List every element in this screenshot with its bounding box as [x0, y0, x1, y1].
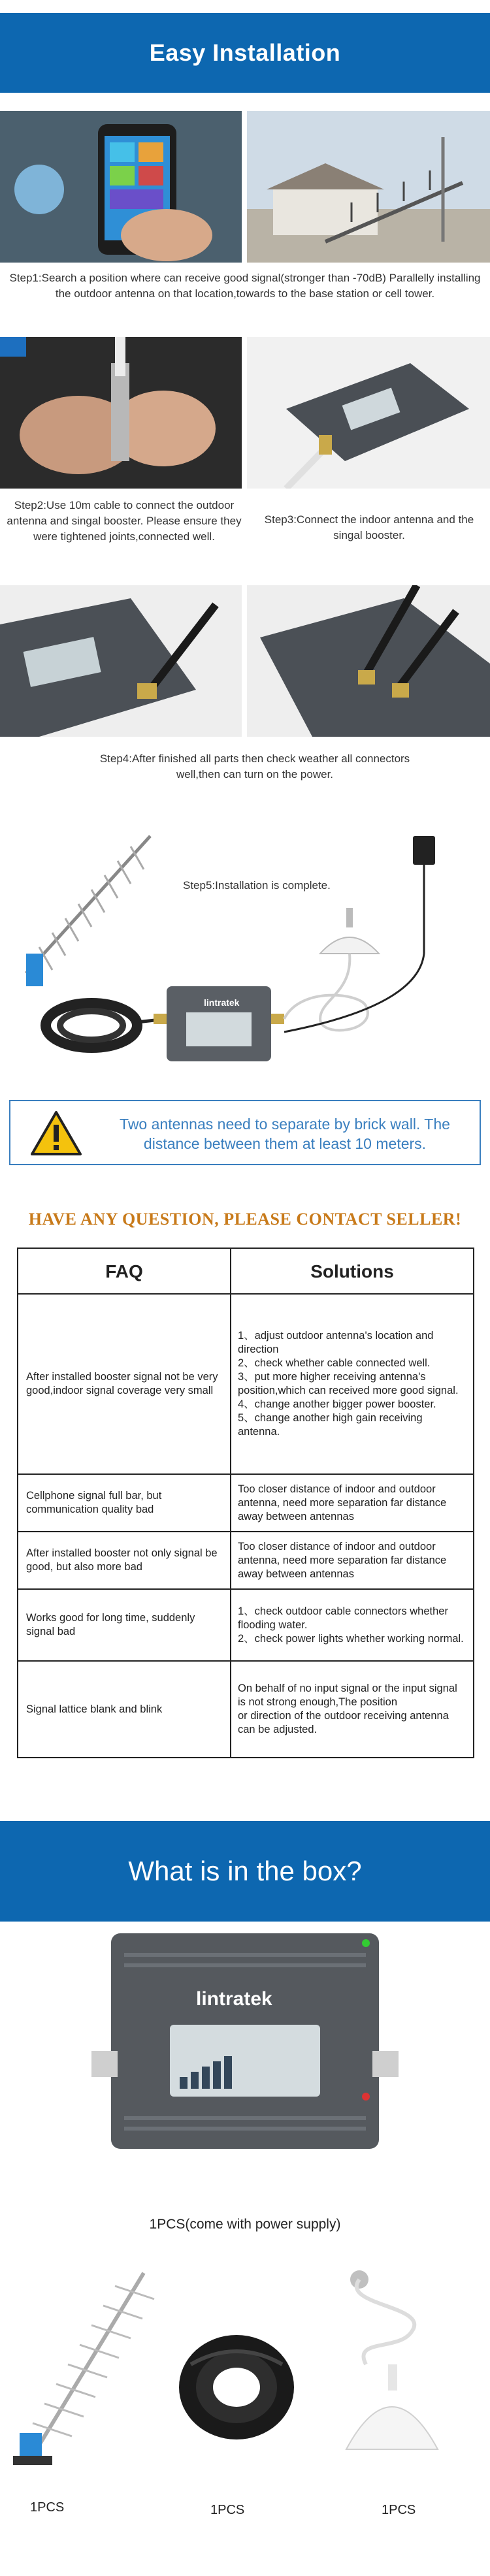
faq-header-row [18, 1248, 474, 1294]
faq-answer: 1、adjust outdoor antenna's location and direction 2、check whether cable connected well. 3、put more higher receiving antenna's position,which can received more good signal. 4、change another bigger power booster. 5、change another high gain receiving antenna. [231, 1294, 474, 1474]
cable-coil-icon [46, 1003, 167, 1048]
box-contents-title: What is in the box? [128, 1856, 362, 1886]
warning-triangle-icon [30, 1110, 82, 1156]
faq-row [18, 1661, 474, 1758]
faq-question: After installed booster not only signal be good, but also more bad [18, 1532, 231, 1589]
step4-booster-photo-left [0, 585, 242, 737]
step2-cable-photo [0, 337, 242, 489]
booster-caption: 1PCS(come with power supply) [149, 2217, 341, 2232]
step4-caption: Step4:After finished all parts then check weather all connectors well,then can turn on the power. [99, 752, 410, 781]
faq-question: After installed booster signal not be very good,indoor signal coverage very small [18, 1294, 231, 1474]
step1-outdoor-antenna-photo [247, 111, 490, 263]
faq-header-solutions: Solutions [231, 1248, 474, 1294]
warning-box [9, 1100, 481, 1165]
faq-table [17, 1248, 474, 1758]
faq-row [18, 1532, 474, 1589]
signal-booster-icon [154, 986, 284, 1061]
cable-quantity: 1PCS [210, 2503, 245, 2517]
faq-row [18, 1474, 474, 1532]
faq-answer: 1、check outdoor cable connectors whether flooding water. 2、check power lights whether working normal. [231, 1589, 474, 1661]
booster-brand-logo: lintratek [196, 1988, 272, 2010]
dome-antenna-product-image [327, 2266, 457, 2456]
booster-product-image [91, 1927, 399, 2155]
dome-antenna-quantity: 1PCS [382, 2503, 416, 2517]
faq-answer: On behalf of no input signal or the input signal is not strong enough,The position or direction of the outdoor receiving antenna can be adjusted. [231, 1661, 474, 1758]
step1-caption: Step1:Search a position where can receive good signal(stronger than -70dB) Parallelly installing the outdoor antenna on that location,towards to the base station or cell tower. [9, 272, 481, 300]
step2-caption: Step2:Use 10m cable to connect the outdoor antenna and singal booster. Please ensure they were tightened joints,connected well. [7, 499, 242, 543]
yagi-antenna-icon [26, 836, 150, 986]
power-adapter-icon [284, 836, 435, 1032]
faq-answer: Too closer distance of indoor and outdoor antenna, need more separation far distance away between antennas [231, 1474, 474, 1532]
contact-seller-heading: HAVE ANY QUESTION, PLEASE CONTACT SELLER! [28, 1210, 462, 1229]
faq-row [18, 1589, 474, 1661]
step3-indoor-antenna-photo [247, 337, 490, 489]
faq-answer: Too closer distance of indoor and outdoor antenna, need more separation far distance away between antennas [231, 1532, 474, 1589]
step5-caption: Step5:Installation is complete. [183, 879, 331, 892]
faq-row [18, 1294, 474, 1474]
yagi-antenna-quantity: 1PCS [30, 2500, 65, 2515]
box-contents-banner [0, 1821, 490, 1922]
step3-caption: Step3:Connect the indoor antenna and the singal booster. [264, 513, 474, 541]
faq-question: Signal lattice blank and blink [18, 1661, 231, 1758]
complete-installation-diagram [13, 823, 470, 1071]
installation-title: Easy Installation [149, 39, 341, 66]
installation-banner [0, 13, 490, 93]
ceiling-dome-antenna-icon [284, 908, 379, 1030]
step4-booster-photo-right [247, 585, 490, 737]
cable-coil-product-image [171, 2325, 302, 2449]
warning-text: Two antennas need to separate by brick wall. The distance between them at least 10 meters. [120, 1116, 450, 1152]
faq-header-faq: FAQ [18, 1248, 231, 1294]
step1-phone-photo [0, 111, 242, 263]
yagi-antenna-product-image [7, 2260, 157, 2475]
faq-question: Cellphone signal full bar, but communication quality bad [18, 1474, 231, 1532]
svg-text:lintratek: lintratek [204, 997, 240, 1008]
faq-question: Works good for long time, suddenly signal bad [18, 1589, 231, 1661]
